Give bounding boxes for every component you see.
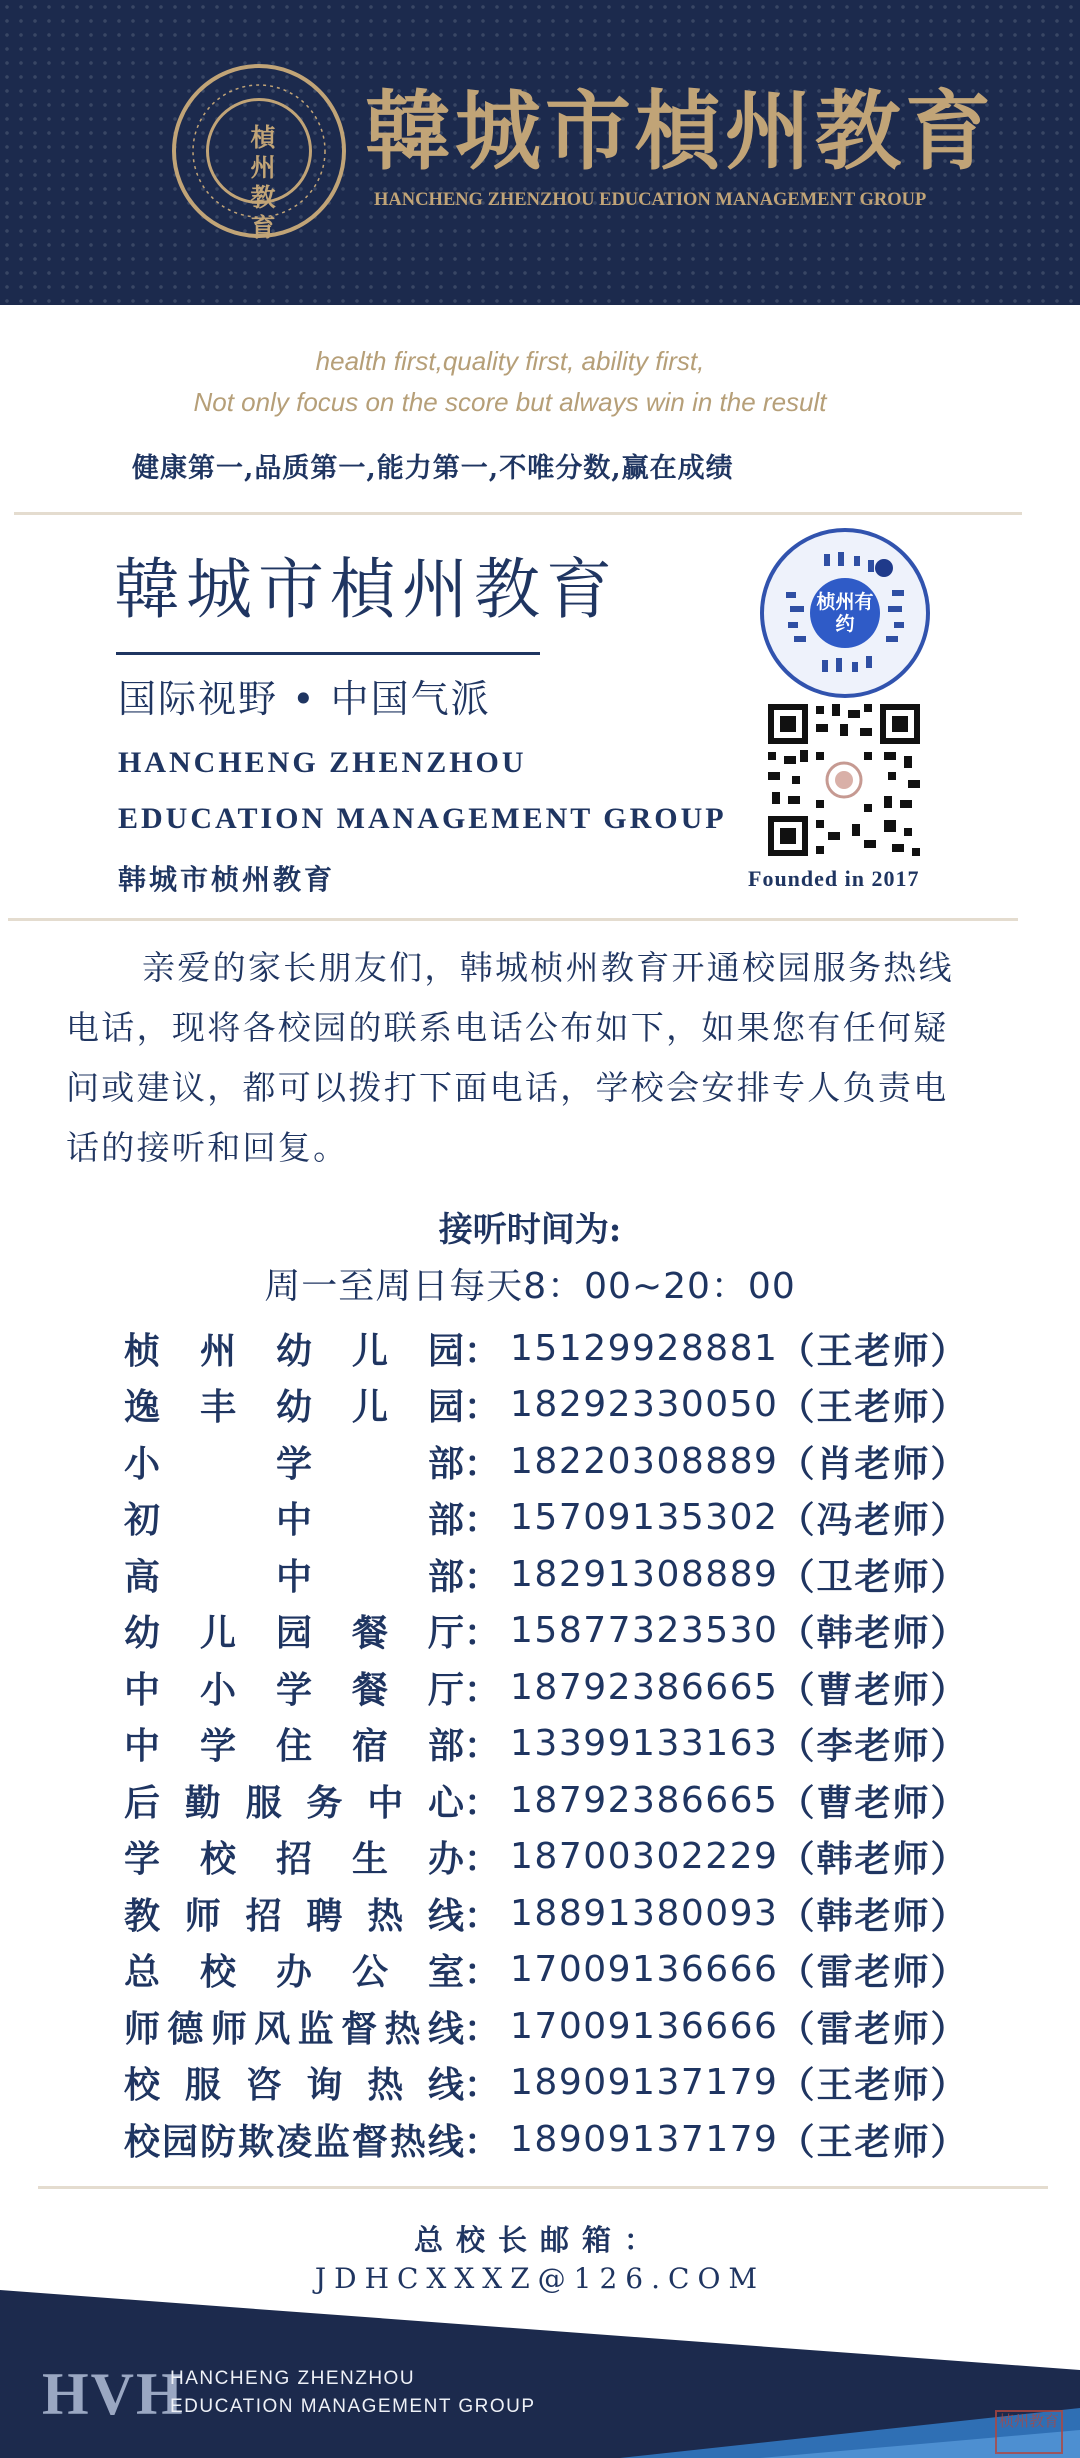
qr-badge: 桢州有约 bbox=[810, 578, 880, 648]
hours-label: 接听时间为: bbox=[438, 1210, 622, 1250]
contact-row bbox=[124, 1546, 984, 1603]
contact-list bbox=[124, 1320, 984, 2168]
slogan-cn: 健康第一,品质第一,能力第一,不唯分数,赢在成绩 bbox=[132, 453, 734, 484]
contact-row bbox=[124, 1772, 984, 1829]
contact-colon: ： bbox=[464, 1442, 501, 1485]
contact-person: （冯老师） bbox=[778, 1499, 969, 1542]
slogan-en-line1: health first,quality first, ability first, bbox=[315, 346, 705, 376]
contact-phone[interactable]: 18909137179 bbox=[510, 2118, 779, 2160]
contact-dept: 校 园 防 欺 凌 监 督 热 线 bbox=[124, 2120, 464, 2163]
contact-dept: 校 服 咨 询 热 线 bbox=[124, 2064, 464, 2107]
contact-row bbox=[124, 1716, 984, 1773]
contact-dept: 桢 州 幼 儿 园 bbox=[124, 1329, 464, 1372]
contact-phone[interactable]: 15877323530 bbox=[510, 1610, 779, 1652]
contact-dept: 高 中 部 bbox=[124, 1555, 464, 1598]
brand-motto: 国际视野 • 中国气派 bbox=[118, 677, 491, 721]
contact-colon: ： bbox=[464, 1781, 501, 1824]
contact-row bbox=[124, 1942, 984, 1999]
contact-colon: ： bbox=[464, 1499, 501, 1542]
brand-en-line2: EDUCATION MANAGEMENT GROUP bbox=[118, 802, 727, 835]
contact-row bbox=[124, 1320, 984, 1377]
contact-colon: ： bbox=[464, 1838, 501, 1881]
contact-phone[interactable]: 18220308889 bbox=[510, 1440, 779, 1482]
contact-phone[interactable]: 18909137179 bbox=[510, 2062, 779, 2104]
contact-colon: ： bbox=[464, 1725, 501, 1768]
contact-dept: 逸 丰 幼 儿 园 bbox=[124, 1386, 464, 1429]
header-subtitle: HANCHENG ZHENZHOU EDUCATION MANAGEMENT GROUP bbox=[374, 190, 927, 210]
contact-dept: 师 德 师 风 监 督 热 线 bbox=[124, 2007, 464, 2050]
footer-en-line1: HANCHENG ZHENZHOU bbox=[170, 2368, 416, 2389]
contact-dept: 幼 儿 园 餐 厅 bbox=[124, 1612, 464, 1655]
contact-person: （韩老师） bbox=[778, 1894, 969, 1937]
contact-dept: 总 校 办 公 室 bbox=[124, 1951, 464, 1994]
contact-phone[interactable]: 15129928881 bbox=[510, 1327, 779, 1369]
contact-person: （曹老师） bbox=[778, 1781, 969, 1824]
contact-colon: ： bbox=[464, 1386, 501, 1429]
email-link[interactable]: JDHCXXXZ@126.COM bbox=[314, 2262, 766, 2295]
contact-person: （卫老师） bbox=[778, 1555, 969, 1598]
mini-program-qr-code[interactable] bbox=[760, 528, 930, 698]
contact-row bbox=[124, 1433, 984, 1490]
contact-dept: 中 学 住 宿 部 bbox=[124, 1725, 464, 1768]
contact-row bbox=[124, 1490, 984, 1547]
divider-top bbox=[14, 512, 1022, 515]
qr-code-icon[interactable] bbox=[764, 700, 924, 860]
contact-person: （王老师） bbox=[778, 2064, 969, 2107]
contact-dept: 中 小 学 餐 厅 bbox=[124, 1668, 464, 1711]
contact-phone[interactable]: 18792386665 bbox=[510, 1666, 779, 1708]
slogan-en-line2: Not only focus on the score but always win in the result bbox=[193, 387, 827, 417]
contact-dept: 学 校 招 生 办 bbox=[124, 1838, 464, 1881]
contact-row bbox=[124, 1829, 984, 1886]
contact-colon: ： bbox=[464, 2064, 501, 2107]
seal-text: 楨州教育 bbox=[250, 123, 276, 242]
brand-cn-name: 韩城市桢州教育 bbox=[118, 863, 336, 896]
notice-paragraph: 亲爱的家长朋友们，韩城桢州教育开通校园服务热线电话，现将各校园的联系电话公布如下，如果您有任何疑问或建议，都可以拨打下面电话，学校会安排专人负责电话的接听和回复。 bbox=[66, 948, 954, 1167]
contact-phone[interactable]: 18792386665 bbox=[510, 1779, 779, 1821]
contact-phone[interactable]: 18291308889 bbox=[510, 1553, 779, 1595]
contact-person: （王老师） bbox=[778, 1329, 969, 1372]
founded-year: Founded in 2017 bbox=[748, 866, 920, 891]
contact-dept: 小 学 部 bbox=[124, 1442, 464, 1485]
brand-en-line1: HANCHENG ZHENZHOU bbox=[118, 746, 527, 779]
contact-phone[interactable]: 13399133163 bbox=[510, 1723, 779, 1765]
contact-colon: ： bbox=[464, 1894, 501, 1937]
brand-underline bbox=[116, 652, 540, 655]
contact-phone[interactable]: 17009136666 bbox=[510, 1949, 779, 1991]
header-banner bbox=[0, 0, 1080, 305]
contact-person: （肖老师） bbox=[778, 1442, 969, 1485]
contact-colon: ： bbox=[464, 1668, 501, 1711]
contact-person: （曹老师） bbox=[778, 1668, 969, 1711]
contact-phone[interactable]: 15709135302 bbox=[510, 1497, 779, 1539]
contact-colon: ： bbox=[464, 2120, 501, 2163]
contact-person: （雷老师） bbox=[778, 1951, 969, 1994]
contact-person: （韩老师） bbox=[778, 1838, 969, 1881]
contact-person: （雷老师） bbox=[778, 2007, 969, 2050]
contact-colon: ： bbox=[464, 2007, 501, 2050]
contact-row bbox=[124, 1998, 984, 2055]
page-title: 韓城市楨州教育 bbox=[365, 81, 995, 182]
hours-value: 周一至周日每天8：00~20：00 bbox=[264, 1266, 796, 1307]
contact-person: （李老师） bbox=[778, 1725, 969, 1768]
email-label: 总校长邮箱： bbox=[413, 2223, 666, 2257]
contact-colon: ： bbox=[464, 1951, 501, 1994]
contact-colon: ： bbox=[464, 1329, 501, 1372]
footer-stamp: 桢州教育 bbox=[995, 2410, 1063, 2454]
divider-mid bbox=[8, 918, 1018, 921]
contact-row bbox=[124, 1659, 984, 1716]
contact-dept: 初 中 部 bbox=[124, 1499, 464, 1542]
divider-bottom bbox=[38, 2186, 1048, 2189]
contact-row bbox=[124, 1603, 984, 1660]
contact-phone[interactable]: 18891380093 bbox=[510, 1892, 779, 1934]
contact-phone[interactable]: 17009136666 bbox=[510, 2005, 779, 2047]
seal-inner-ring bbox=[206, 98, 312, 242]
contact-phone[interactable]: 18700302229 bbox=[510, 1836, 779, 1878]
contact-person: （王老师） bbox=[778, 1386, 969, 1429]
contact-row bbox=[124, 2111, 984, 2168]
contact-dept: 后 勤 服 务 中 心 bbox=[124, 1781, 464, 1824]
contact-row bbox=[124, 1377, 984, 1434]
footer-en-line2: EDUCATION MANAGEMENT GROUP bbox=[170, 2396, 536, 2417]
contact-phone[interactable]: 18292330050 bbox=[510, 1384, 779, 1426]
contact-person: （韩老师） bbox=[778, 1612, 969, 1655]
contact-row bbox=[124, 1885, 984, 1942]
brand-title: 韓城市楨州教育 bbox=[114, 551, 618, 628]
footer-logo: HVH bbox=[42, 2361, 185, 2427]
contact-person: （王老师） bbox=[778, 2120, 969, 2163]
contact-dept: 教 师 招 聘 热 线 bbox=[124, 1894, 464, 1937]
contact-row bbox=[124, 2055, 984, 2112]
school-seal-logo bbox=[172, 64, 346, 242]
contact-colon: ： bbox=[464, 1555, 501, 1598]
contact-colon: ： bbox=[464, 1612, 501, 1655]
